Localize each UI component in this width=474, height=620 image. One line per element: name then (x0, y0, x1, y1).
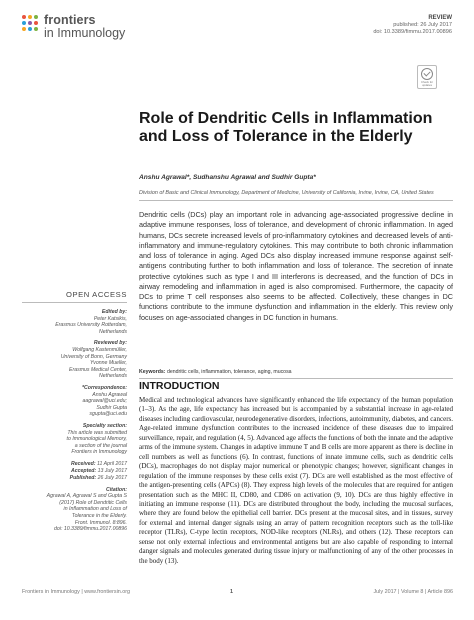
specialty-line: to Immunological Memory, (66, 436, 127, 443)
citation-block (22, 487, 127, 533)
citation-line: Tolerance in the Elderly. (71, 512, 127, 519)
specialty-label: Specialty section: (82, 422, 127, 429)
reviewer-line: University of Bonn, Germany (60, 353, 127, 360)
badge-text: Check for updates (421, 80, 433, 87)
open-access-label: OPEN ACCESS (65, 290, 127, 299)
logo-dot (34, 15, 38, 19)
divider (139, 200, 453, 201)
footer-journal-link[interactable]: Frontiers in Immunology | www.frontiersin.org (22, 589, 131, 595)
doi-link[interactable]: doi: 10.3389/fimmu.2017.00896 (373, 29, 452, 35)
frontiers-logo-icon (22, 15, 40, 33)
logo-dot (28, 27, 32, 31)
specialty-block (22, 423, 127, 456)
keywords-list: dendritic cells, inflammation, tolerance, aging, mucosa (166, 369, 292, 375)
correspondence-block (22, 385, 127, 418)
email-link[interactable]: aagrawal@uci.edu; (82, 398, 127, 405)
reviewed-by-block (22, 340, 127, 380)
logo-dot (34, 21, 38, 25)
citation-line: Front. Immunol. 8:896. (74, 519, 127, 526)
reviewed-by-label: Reviewed by: (93, 340, 127, 347)
accepted-date (22, 468, 127, 475)
published-date-side (22, 475, 127, 482)
published-date: published: 26 July 2017 (393, 22, 452, 28)
citation-doi-link[interactable]: doi: 10.3389/fimmu.2017.00896 (54, 526, 127, 533)
reviewer-line: Erasmus Medical Center, (69, 366, 127, 373)
authors: Anshu Agrawal*, Sudhanshu Agrawal and Sudhir Gupta* (139, 174, 316, 181)
received-label: Received: (71, 460, 96, 467)
logo-dot (28, 21, 32, 25)
logo-dot (34, 27, 38, 31)
check-for-updates-badge[interactable] (417, 65, 437, 89)
journal-logo[interactable] (22, 14, 125, 40)
keywords-label: Keywords: (139, 369, 166, 375)
edited-by-block (22, 309, 127, 335)
divider (22, 302, 127, 303)
editor-line: Peter Katsikis, (93, 315, 127, 322)
introduction-text: Medical and technological advances have significantly enhanced the life expectancy of the human population (1–3). As the age, life expectancy has increased but is accompanied by a substantial increase in age-related diseases including cardiovascular, neurodegenerative disorders, infections, autoimmunity, diabetes, and cancers. Age-related immune dysfunction contributes to the increased incidence of these diseases due to impaired surveillance, repair, and regulation (4, 5). Advanced age affects the functions of both the innate and the adaptive arms of the immune system. Changes in adaptive immune T and B cells are more apparent as there is decline in cell numbers as well as functions (6). In contrast, functions of innate immune cells, such as dendritic cells (DCs), macrophages do not display major numerical or phenotypic changes; however, significant changes in regulation of the immune responses by these cells exist (7). DCs are well established as the most effective of the antigen-presenting cells (APCs) (8). They express high levels of the molecules that are required for antigen presentation such as the MHC II, CD80, and CD86 on activation (9, 10). DCs are thus highly effective in initiating an immune response (11). DCs are distributed throughout the body, including the mucosal surfaces, where they are found below the epithelial cell barrier. DCs present at the mucosal sites, and in tissues, survey for external and internal danger signals using an array of pattern recognition receptors such as the toll-like receptor (TLRs), C-type lectin receptors, NOD-like receptors (NLRs), and others (12). These receptors can sense not only external infectious and environmental antigens but are also capable of responding to internal danger signals and molecules generated during tissue injury or malfunctioning of any of the other processes in the body (13). (139, 396, 453, 565)
citation-line: Agrawal A, Agrawal S and Gupta S (46, 493, 127, 500)
logo-dot (22, 27, 26, 31)
logo-dot (22, 21, 26, 25)
specialty-line: This article was submitted (67, 429, 127, 436)
section-heading-introduction: INTRODUCTION (139, 380, 220, 392)
doc-type: REVIEW (428, 15, 452, 21)
article-title: Role of Dendritic Cells in Inflammation and Loss of Tolerance in the Elderly (139, 110, 433, 145)
email-link[interactable]: sgupta@uci.edu (89, 411, 127, 418)
accepted-value: 13 July 2017 (97, 467, 127, 474)
reviewer-line: Yvonne Mueller, (89, 360, 127, 367)
specialty-line: Frontiers in Immunology (71, 449, 127, 456)
page-number: 1 (230, 589, 233, 595)
citation-label: Citation: (105, 486, 127, 493)
reviewer-line: Netherlands (99, 373, 127, 380)
received-date (22, 461, 127, 468)
editor-line: Netherlands (99, 328, 127, 335)
specialty-line: a section of the journal (74, 442, 127, 449)
edited-by-label: Edited by: (101, 309, 127, 315)
citation-line: (2017) Role of Dendritic Cells (59, 499, 127, 506)
citation-line: in Inflammation and Loss of (63, 506, 127, 513)
check-icon (421, 68, 433, 80)
abstract: Dendritic cells (DCs) play an important role in advancing age-associated progressive decline in adaptive immune responses, loss of tolerance, and development of chronic inflammation. In aged humans, DCs secrete increased levels of pro-inflammatory cytokines and decreased levels of anti-inflammatory and immune-regulatory cytokines. This may contribute to both chronic inflammation and loss of tolerance in aging. Aged DCs also display increased immune response against self-antigens contributing further to both inflammation and loss of tolerance. The secretion of innate protective cytokines such as type I and III interferons is decreased, and the function of DCs in airway remodeling and inflammation in aged is also compromised. Furthermore, the capacity of DCs to prime T cell responses also seems to be affected. Collectively, these changes in DC functions contribute to the immune dysfunction and inflammation in the elderly. This review only focuses on age-associated changes in DC function in humans. (139, 210, 453, 322)
received-value: 11 April 2017 (97, 460, 127, 467)
logo-journal: in Immunology (44, 26, 126, 40)
footer-issue-info: July 2017 | Volume 8 | Article 896 (373, 589, 453, 595)
published-label: Published: (69, 474, 97, 481)
article-meta (373, 15, 452, 36)
published-value: 26 July 2017 (97, 474, 127, 481)
article-sidebar (22, 290, 127, 538)
accepted-label: Accepted: (71, 467, 97, 474)
keywords (139, 369, 453, 375)
divider (139, 378, 453, 379)
correspondence-label: *Correspondence: (82, 384, 127, 391)
affiliation: Division of Basic and Clinical Immunology, Department of Medicine, University of California, Irvine, Irvine, CA, United States (139, 190, 434, 196)
reviewer-line: Wolfgang Kastenmüller, (72, 346, 127, 353)
correspondence-line: Anshu Agrawal (92, 391, 127, 398)
editor-line: Erasmus University Rotterdam, (55, 322, 127, 329)
logo-dot (28, 15, 32, 19)
correspondence-line: Sudhir Gupta (96, 404, 127, 411)
dates-block (22, 461, 127, 482)
logo-name: frontiers (44, 13, 96, 27)
logo-dot (22, 15, 26, 19)
